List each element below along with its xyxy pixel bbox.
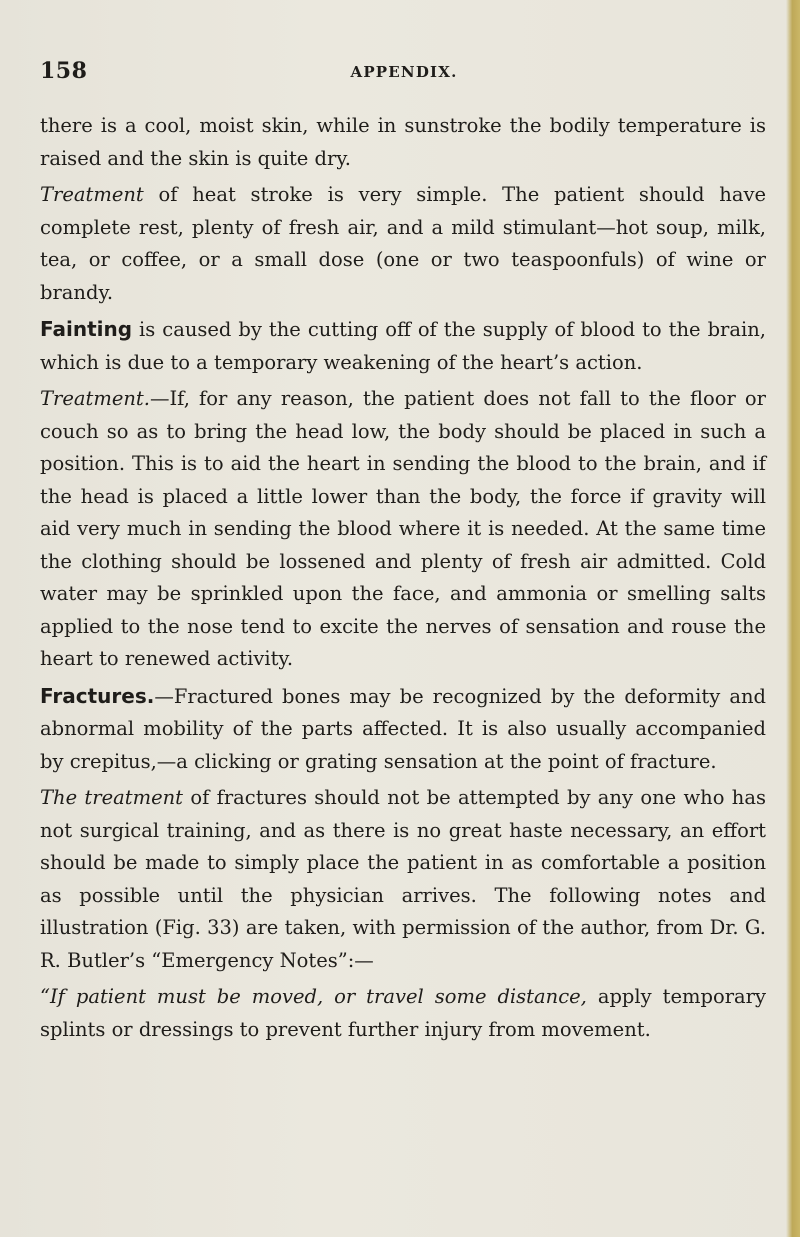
paragraph-text: there is a cool, moist skin, while in sunstroke the bodily temperature is raised and the skin is quite dry. [40, 114, 766, 170]
paragraph-sunstroke-continued [40, 110, 766, 175]
paragraph-fainting-treatment [40, 383, 766, 676]
paragraph-fainting [40, 313, 766, 379]
paragraph-fractures-treatment [40, 782, 766, 977]
paragraph-quote [40, 981, 766, 1046]
paragraph-heat-stroke-treatment [40, 179, 766, 309]
paragraph-text: apply temporary splints or dressings to prevent further injury from movement. [40, 985, 766, 1041]
body-text [40, 110, 766, 1050]
paragraph-text: —If, for any reason, the patient does not fall to the floor or couch so as to bring the head low, the body should be placed in such a position. This is to aid the heart in sending the blood to the brain, and if the head is placed a little lower than the body, the force if gravity will aid very much in sending the blood where it is needed. At the same time the clothing should be lossened and plenty of fresh air admitted. Cold water may be sprinkled upon the face, and ammonia or smelling salts applied to the nose tend to excite the nerves of sensation and rouse the heart to renewed activity. [40, 387, 766, 670]
page-edge [786, 0, 800, 1237]
section-heading-fractures: Fractures. [40, 683, 155, 708]
section-heading-fainting: Fainting [40, 317, 133, 341]
paragraph-lead: Treatment [40, 183, 144, 206]
page-header [40, 58, 760, 88]
paragraph-text: —Fractured bones may be recognized by the deformity and abnormal mobility of the parts affected. It is also usually accompanied by crepitus,—a clicking or grating sensation at the point of fracture. [40, 684, 766, 773]
paragraph-lead: “If patient must be moved, or travel some distance, [40, 985, 587, 1008]
page-number: 158 [40, 58, 88, 84]
paragraph-lead: The treatment [40, 786, 184, 809]
paragraph-text: of heat stroke is very simple. The patient should have complete rest, plenty of fresh air, and a mild stimulant—hot soup, milk, tea, or coffee, or a small dose (one or two teaspoonfuls) of wine or brandy. [40, 183, 766, 304]
running-head: APPENDIX. [350, 63, 458, 81]
paragraph-text: is caused by the cutting off of the supply of blood to the brain, which is due to a temporary weakening of the heart’s action. [40, 318, 766, 374]
paragraph-fractures [40, 680, 766, 779]
paragraph-text: of fractures should not be attempted by any one who has not surgical training, and as there is no great haste necessary, an effort should be made to simply place the patient in as comfortable a position as possible until the physician arrives. The following notes and illustration (Fig. 33) are taken, with permission of the author, from Dr. G. R. Butler’s “Emergency Notes”:— [40, 786, 766, 972]
paragraph-lead: Treatment. [40, 387, 150, 410]
